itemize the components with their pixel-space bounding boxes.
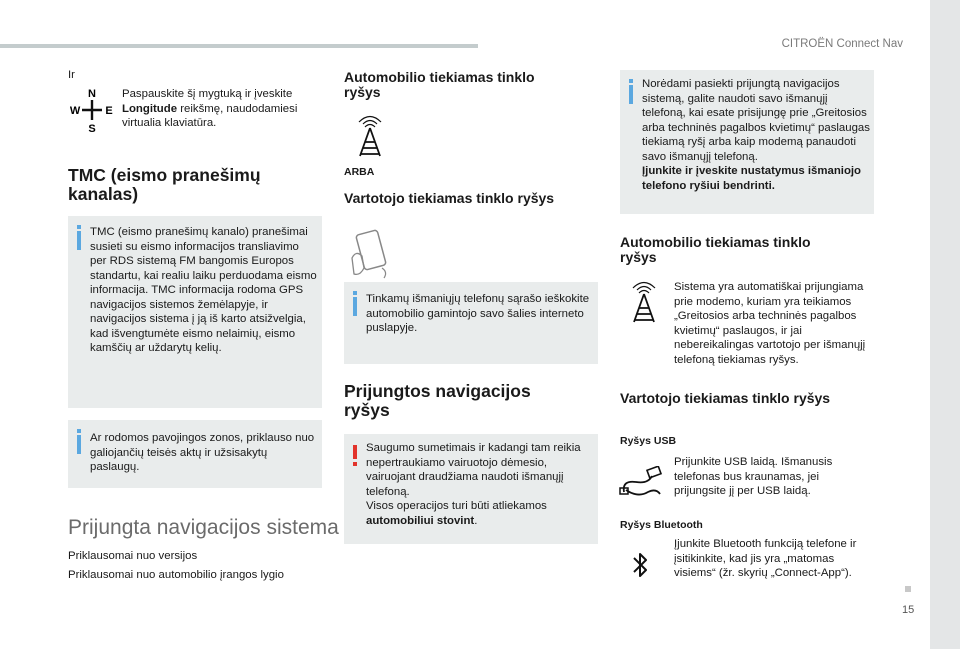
page-number: 15 [902,604,915,616]
info-icon [77,231,81,250]
compass-s: S [88,123,96,134]
compass-icon [70,86,114,134]
info-icon [77,435,81,454]
ir-label: Ir [68,69,75,81]
info-icon [629,85,633,104]
equipment-note: Priklausomai nuo automobilio įrangos lygio [68,569,284,581]
connected-navigation-title: Prijungta navigacijos sistema [68,516,339,539]
compass-n: N [88,88,96,100]
danger-zone-text: Ar rodomos pavojingos zonos, priklauso nuo galiojančių teisės aktų ir užsisakytų paslaugų. [90,432,315,473]
connected-nav-title: Prijungtos navigacijos ryšys [344,381,531,420]
antenna-icon [348,114,392,158]
danger-zone-info-box [68,420,322,488]
usb-text: Prijunkite USB laidą. Išmanusis telefonas bus kraunamas, jei prijungsite jį per USB laidą. [674,456,833,497]
usb-cable-icon [618,466,666,500]
access-info-box [620,70,874,214]
compass-w: W [70,105,81,117]
car-network-text: Sistema yra automatiškai prijungiama prie modemo, kuriam yra teikiamos „Greitosios arba techninės pagalbos kvietimų“ paslaugos, ir jai nebereikalingas vartotojo per išmanųjį telefoną tiekiamas ryšys. [674,281,866,366]
smartphone-hand-icon [346,228,396,280]
tmc-info-box [68,216,322,408]
safety-warning-box [344,434,598,544]
user-network-title: Vartotojo tiekiamas tinklo ryšys [344,190,555,206]
tmc-title: TMC (eismo pranešimų kanalas) [68,165,261,204]
car-network-title-2: Automobilio tiekiamas tinklo ryšys [620,234,811,265]
car-network-title: Automobilio tiekiamas tinklo ryšys [344,69,535,100]
brand-name: CITROËN Connect Nav [781,38,903,50]
bluetooth-text: Įjunkite Bluetooth funkciją telefone ir įsitikinkite, kad jis yra „matomas visiems“ (žr. skyrių „Connect-App“). [674,538,857,579]
compass-e: E [105,105,113,117]
header-rule [0,44,478,48]
user-network-title-2: Vartotojo tiekiamas tinklo ryšys [620,390,831,406]
warning-icon [353,445,357,459]
info-icon [353,297,357,316]
or-label: ARBA [344,166,375,178]
usb-label: Ryšys USB [620,435,677,447]
tmc-info-text: TMC (eismo pranešimų kanalo) pranešimai susieti su eismo informacijos transliavimo per RDS sistemą FM bangomis Europos standartu, kai realiu laiku perduodama eismo informacija. TMC informacija rodoma GPS navigacijos sistemos žemėlapyje, ir navigacijos sistema į ją iš karto atsižvelgia, kad išvengtumėte eismo nelaimių, eismo kamščių ar uždarytų kelių. [90,226,317,354]
phone-list-info-box [344,282,598,364]
phone-list-text: Tinkamų išmaniųjų telefonų sąrašo ieškokite automobilio gamintojo savo šalies interneto puslapyje. [366,293,590,334]
page-end-marker [905,586,911,592]
bluetooth-label: Ryšys Bluetooth [620,519,703,531]
compass-description: Paspauskite šį mygtuką ir įveskite Longitude reikšmę, naudodamiesi virtualia klaviatūra. [122,88,298,129]
safety-warning-text: Saugumo sumetimais ir kadangi tam reikia nepertraukiamo vairuotojo dėmesio, vairuojant draudžiama naudoti išmanųjį telefoną. Visos operacijos turi būti atliekamos automobiliui stovint. [366,442,581,527]
access-info-text: Norėdami pasiekti prijungtą navigacijos sistemą, galite naudoti savo išmanųjį telefoną, kai esate prisijungę prie „Greitosios arba techninės pagalbos kvietimų“ paslaugas tiekiamą ryšį arba kaip modemą panaudoti savo išmanųjį telefoną. Įjunkite ir įveskite nustatymus išmaniojo telefono ryšiui bendrinti. [642,78,870,192]
version-note: Priklausomai nuo versijos [68,550,198,562]
page-side-strip [930,0,960,649]
antenna-icon [622,280,666,324]
bluetooth-icon [628,550,652,580]
